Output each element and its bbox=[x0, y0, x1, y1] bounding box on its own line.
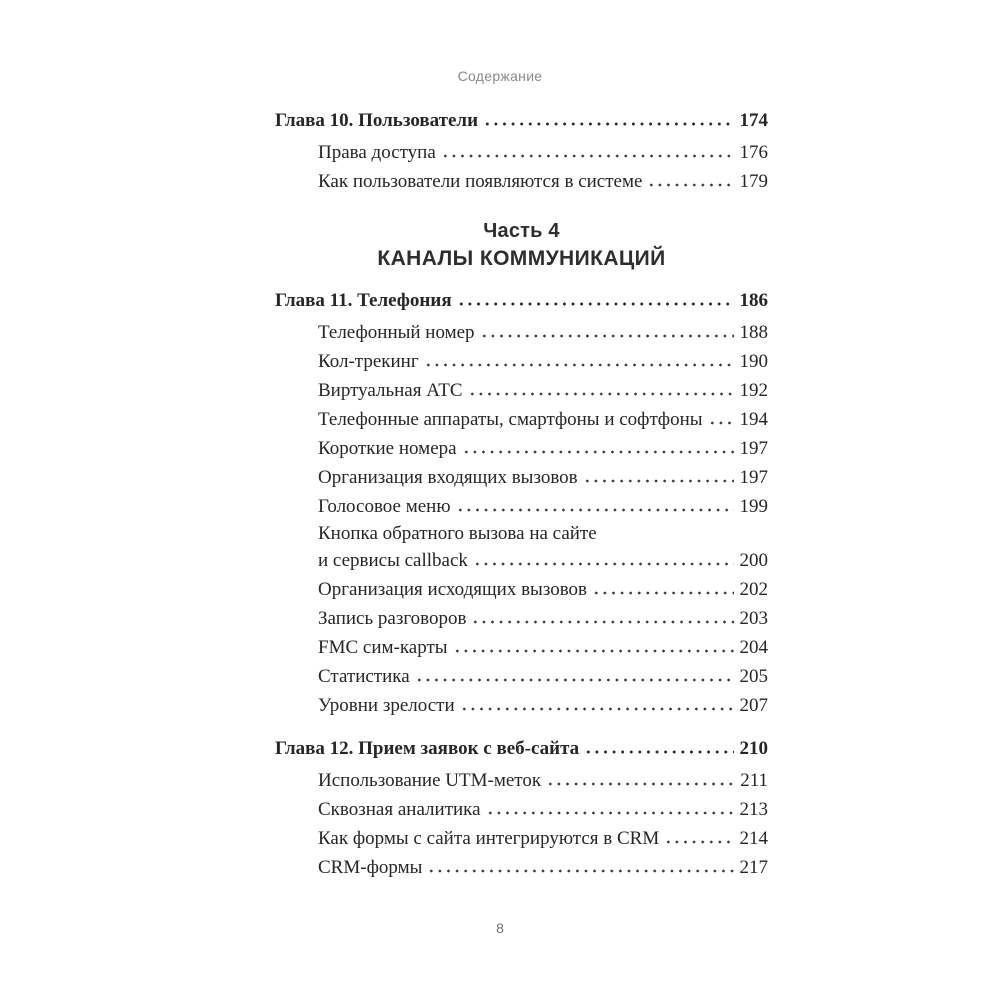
toc-entry bbox=[275, 434, 768, 463]
toc-entry bbox=[275, 662, 768, 691]
dot-leader bbox=[708, 405, 734, 434]
toc-entry-page: 210 bbox=[739, 738, 768, 759]
toc-entry-page: 211 bbox=[740, 770, 768, 791]
toc-entry-page: 197 bbox=[739, 438, 768, 459]
toc-entry-title: FMC сим-карты bbox=[318, 637, 448, 658]
part-heading bbox=[275, 218, 768, 272]
dot-leader bbox=[486, 795, 734, 824]
toc-entry bbox=[275, 286, 768, 315]
dot-leader bbox=[453, 633, 734, 662]
dot-leader bbox=[427, 853, 733, 882]
toc-entry bbox=[275, 492, 768, 521]
toc-entry-page: 188 bbox=[739, 322, 768, 343]
toc-entry-title: Запись разговоров bbox=[318, 608, 467, 629]
toc-entry bbox=[275, 604, 768, 633]
toc-entry bbox=[275, 766, 768, 795]
dot-leader bbox=[468, 376, 734, 405]
toc-entry-title: Организация входящих вызовов bbox=[318, 467, 578, 488]
toc-entry bbox=[275, 347, 768, 376]
toc-entry-page: 186 bbox=[739, 290, 768, 311]
dot-leader bbox=[584, 734, 733, 763]
toc-entry bbox=[275, 106, 768, 135]
toc-entry-page: 192 bbox=[739, 380, 768, 401]
toc-entry bbox=[275, 691, 768, 720]
toc-entry bbox=[275, 853, 768, 882]
toc-entry-page: 190 bbox=[739, 351, 768, 372]
dot-leader bbox=[546, 766, 734, 795]
toc-entry-title: Как формы с сайта интегрируются в CRM bbox=[318, 828, 660, 849]
toc-entry bbox=[275, 376, 768, 405]
toc-entry bbox=[275, 138, 768, 167]
toc-entry-title: Короткие номера bbox=[318, 438, 457, 459]
toc-entry-title: Телефонные аппараты, смартфоны и софтфоны bbox=[318, 409, 703, 430]
toc-entry bbox=[275, 463, 768, 492]
toc-entry-title: и сервисы callback bbox=[318, 550, 468, 571]
toc-entry-page: 194 bbox=[739, 409, 768, 430]
toc-entry-page: 197 bbox=[739, 467, 768, 488]
dot-leader bbox=[456, 492, 734, 521]
toc-entry-page: 213 bbox=[739, 799, 768, 820]
toc-entry-page: 199 bbox=[739, 496, 768, 517]
toc-entry-page: 174 bbox=[739, 110, 768, 131]
page-number: 8 bbox=[496, 920, 504, 936]
toc-entry-page: 203 bbox=[739, 608, 768, 629]
toc-entry-page: 217 bbox=[739, 857, 768, 878]
toc-entry-title: Голосовое меню bbox=[318, 496, 451, 517]
toc-entry-title-line1: Кнопка обратного вызова на сайте bbox=[318, 523, 597, 544]
dot-leader bbox=[441, 138, 734, 167]
dot-leader bbox=[473, 546, 734, 575]
toc-entry-title: Использование UTM-меток bbox=[318, 770, 542, 791]
dot-leader bbox=[483, 106, 733, 135]
toc-entry-title: Как пользователи появляются в системе bbox=[318, 171, 643, 192]
toc-entry-title: Организация исходящих вызовов bbox=[318, 579, 588, 600]
toc-entry bbox=[275, 575, 768, 604]
toc-entry-page: 202 bbox=[739, 579, 768, 600]
toc-entry-title: Права доступа bbox=[318, 142, 436, 163]
toc-entry-page: 205 bbox=[739, 666, 768, 687]
toc-entry-title: Кол-трекинг bbox=[318, 351, 419, 372]
toc-entry bbox=[275, 734, 768, 763]
dot-leader bbox=[592, 575, 733, 604]
toc-entry bbox=[275, 546, 768, 575]
running-header: Содержание bbox=[457, 68, 543, 84]
toc-entry-title: Глава 11. Телефония bbox=[275, 290, 452, 311]
toc-entry-page: 200 bbox=[739, 550, 768, 571]
part-kicker: Часть 4 bbox=[483, 220, 560, 242]
dot-leader bbox=[462, 434, 734, 463]
toc-entry-title: Глава 10. Пользователи bbox=[275, 110, 479, 131]
toc-entry-page: 176 bbox=[739, 142, 768, 163]
toc-entry-page: 179 bbox=[739, 171, 768, 192]
toc-entry bbox=[275, 318, 768, 347]
table-of-contents bbox=[275, 106, 768, 882]
dot-leader bbox=[460, 691, 734, 720]
toc-entry-title: CRM-формы bbox=[318, 857, 423, 878]
dot-leader bbox=[415, 662, 734, 691]
dot-leader bbox=[471, 604, 733, 633]
toc-entry-page: 204 bbox=[739, 637, 768, 658]
toc-entry-page: 207 bbox=[739, 695, 768, 716]
part-title: КАНАЛЫ КОММУНИКАЦИЙ bbox=[377, 247, 666, 270]
toc-entry bbox=[275, 633, 768, 662]
toc-entry-title: Сквозная аналитика bbox=[318, 799, 481, 820]
dot-leader bbox=[583, 463, 734, 492]
toc-entry-title: Виртуальная АТС bbox=[318, 380, 463, 401]
dot-leader bbox=[424, 347, 734, 376]
toc-entry bbox=[275, 167, 768, 196]
toc-entry-page: 214 bbox=[739, 828, 768, 849]
toc-entry bbox=[275, 405, 768, 434]
toc-entry-title: Уровни зрелости bbox=[318, 695, 455, 716]
dot-leader bbox=[457, 286, 734, 315]
dot-leader bbox=[647, 167, 733, 196]
dot-leader bbox=[480, 318, 734, 347]
toc-entry-title: Телефонный номер bbox=[318, 322, 475, 343]
toc-entry-title: Статистика bbox=[318, 666, 410, 687]
toc-entry bbox=[275, 795, 768, 824]
dot-leader bbox=[664, 824, 733, 853]
toc-entry bbox=[275, 824, 768, 853]
toc-entry-title: Глава 12. Прием заявок с веб-сайта bbox=[275, 738, 580, 759]
